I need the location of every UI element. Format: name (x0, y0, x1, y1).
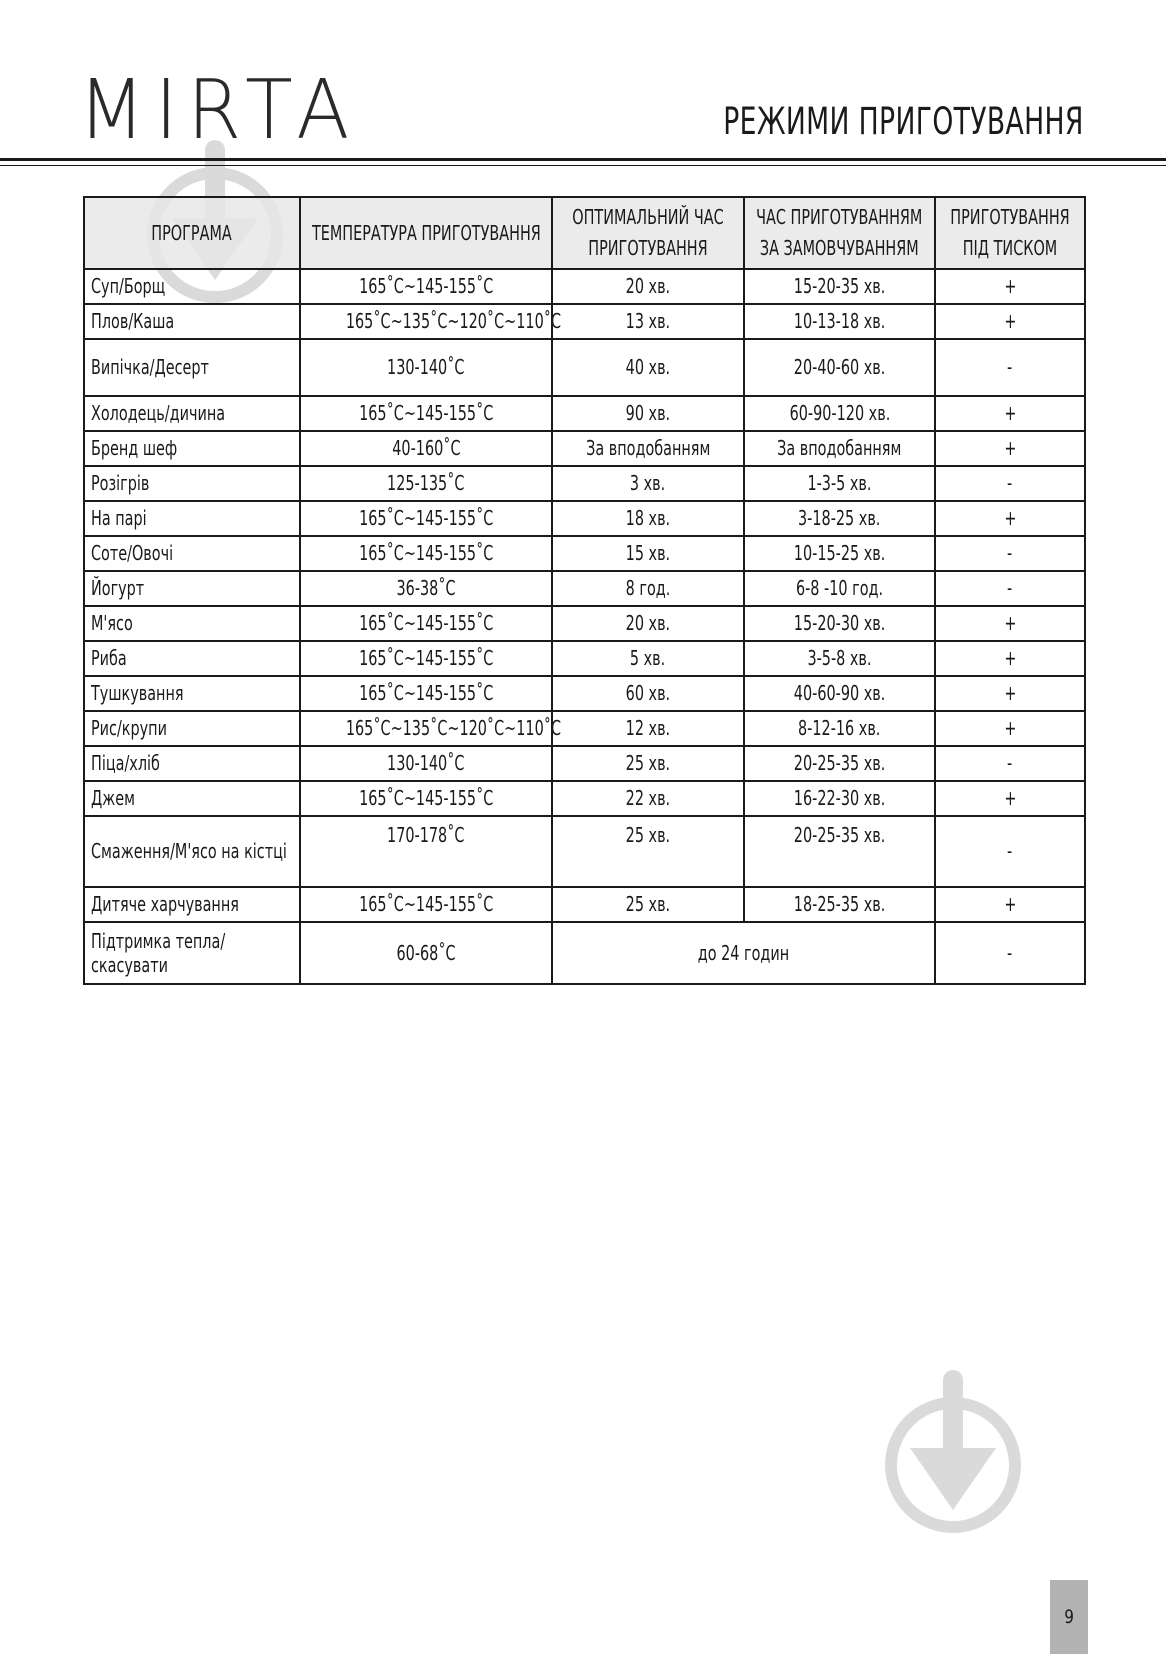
table-row (84, 676, 1085, 711)
cooking-modes-table (83, 196, 1086, 985)
header-rule-thin (0, 165, 1166, 166)
table-cell: 8 год. (552, 571, 744, 606)
table-cell: 8-12-16 хв. (744, 711, 935, 746)
program-cell: М'ясо (84, 606, 300, 641)
table-cell: 170-178˚С (300, 816, 552, 887)
program-cell: Плов/Каша (84, 304, 300, 339)
table-cell: 165˚С~145-155˚С (300, 641, 552, 676)
table-cell: 60 хв. (552, 676, 744, 711)
table-cell: 5 хв. (552, 641, 744, 676)
table-cell: - (935, 466, 1085, 501)
table-cell: 15-20-30 хв. (744, 606, 935, 641)
program-cell: Суп/Борщ (84, 269, 300, 304)
table-cell: 20-25-35 хв. (744, 746, 935, 781)
program-cell: Розігрів (84, 466, 300, 501)
table-row (84, 536, 1085, 571)
program-cell: Дитяче харчування (84, 887, 300, 922)
table-cell: 18-25-35 хв. (744, 887, 935, 922)
page-title: РЕЖИМИ ПРИГОТУВАННЯ (723, 100, 1084, 143)
table-cell: 15-20-35 хв. (744, 269, 935, 304)
table-header-row (84, 197, 1085, 269)
table-cell: 165˚С~135˚С~120˚С~110˚С (300, 304, 552, 339)
table-cell: + (935, 304, 1085, 339)
program-cell: Підтримка тепла/ скасувати (84, 922, 300, 984)
table-cell: 165˚С~145-155˚С (300, 501, 552, 536)
table-cell: 20 хв. (552, 606, 744, 641)
table-cell: + (935, 501, 1085, 536)
table-cell: За вподобанням (552, 431, 744, 466)
table-row (84, 339, 1085, 396)
program-cell: Холодець/дичина (84, 396, 300, 431)
table-cell: 165˚С~145-155˚С (300, 606, 552, 641)
table-cell: 36-38˚С (300, 571, 552, 606)
table-row (84, 641, 1085, 676)
table-cell: 20-25-35 хв. (744, 816, 935, 887)
table-cell: 25 хв. (552, 816, 744, 887)
table-cell: 130-140˚С (300, 746, 552, 781)
table-cell: 125-135˚С (300, 466, 552, 501)
table-row (84, 711, 1085, 746)
table-cell: + (935, 711, 1085, 746)
table-cell: + (935, 641, 1085, 676)
table-cell: 22 хв. (552, 781, 744, 816)
table-row (84, 501, 1085, 536)
program-cell: Риба (84, 641, 300, 676)
column-header: ПРОГРАМА (84, 197, 300, 269)
download-watermark-icon (878, 1370, 1028, 1540)
table-cell: 13 хв. (552, 304, 744, 339)
table-cell: 165˚С~145-155˚С (300, 676, 552, 711)
table-cell: + (935, 676, 1085, 711)
table-cell: - (935, 339, 1085, 396)
table-cell: + (935, 269, 1085, 304)
program-cell: На парі (84, 501, 300, 536)
column-header: ЧАС ПРИГОТУВАННЯМ ЗА ЗАМОВЧУВАННЯМ (744, 197, 935, 269)
header-rule (0, 158, 1166, 161)
table-cell: 3 хв. (552, 466, 744, 501)
table-cell: 25 хв. (552, 887, 744, 922)
table-cell: 3-18-25 хв. (744, 501, 935, 536)
table-cell: 10-15-25 хв. (744, 536, 935, 571)
table-cell: 6-8 -10 год. (744, 571, 935, 606)
table-row (84, 304, 1085, 339)
table-cell: + (935, 431, 1085, 466)
program-cell: Смаження/М'ясо на кістці (84, 816, 300, 887)
program-cell: Джем (84, 781, 300, 816)
table-cell: 3-5-8 хв. (744, 641, 935, 676)
table-row (84, 922, 1085, 984)
table-cell: 20 хв. (552, 269, 744, 304)
table-cell: 165˚С~145-155˚С (300, 396, 552, 431)
table-cell: 40-160˚С (300, 431, 552, 466)
table-cell: - (935, 816, 1085, 887)
table-cell: 40 хв. (552, 339, 744, 396)
program-cell: Йогурт (84, 571, 300, 606)
table-cell: 165˚С~145-155˚С (300, 269, 552, 304)
table-cell: 20-40-60 хв. (744, 339, 935, 396)
table-cell: + (935, 396, 1085, 431)
table-cell: 40-60-90 хв. (744, 676, 935, 711)
table-cell: + (935, 606, 1085, 641)
table-cell: 1-3-5 хв. (744, 466, 935, 501)
table-cell: За вподобанням (744, 431, 935, 466)
table-cell: 165˚С~145-155˚С (300, 781, 552, 816)
table-cell: 165˚С~145-155˚С (300, 536, 552, 571)
table-cell: 130-140˚С (300, 339, 552, 396)
program-cell: Рис/крупи (84, 711, 300, 746)
table-row (84, 606, 1085, 641)
table-cell: + (935, 887, 1085, 922)
program-cell: Тушкування (84, 676, 300, 711)
column-header: ПРИГОТУВАННЯ ПІД ТИСКОМ (935, 197, 1085, 269)
program-cell: Бренд шеф (84, 431, 300, 466)
table-cell: до 24 годин (552, 922, 935, 984)
program-cell: Соте/Овочі (84, 536, 300, 571)
page-number: 9 (1050, 1580, 1088, 1654)
table-cell: 25 хв. (552, 746, 744, 781)
brand-logo: MIRTA (78, 63, 359, 158)
program-cell: Випічка/Десерт (84, 339, 300, 396)
table-row (84, 431, 1085, 466)
column-header: ТЕМПЕРАТУРА ПРИГОТУВАННЯ (300, 197, 552, 269)
table-cell: - (935, 571, 1085, 606)
table-row (84, 396, 1085, 431)
table-cell: 12 хв. (552, 711, 744, 746)
table-cell: 18 хв. (552, 501, 744, 536)
table-row (84, 887, 1085, 922)
table-row (84, 466, 1085, 501)
table-row (84, 781, 1085, 816)
table-cell: 165˚С~145-155˚С (300, 887, 552, 922)
column-header: ОПТИМАЛЬНИЙ ЧАС ПРИГОТУВАННЯ (552, 197, 744, 269)
program-cell: Піца/хліб (84, 746, 300, 781)
table-cell: 90 хв. (552, 396, 744, 431)
table-cell: - (935, 922, 1085, 984)
table-row (84, 269, 1085, 304)
table-row (84, 746, 1085, 781)
table-cell: 165˚С~135˚С~120˚С~110˚С (300, 711, 552, 746)
table-cell: 15 хв. (552, 536, 744, 571)
table-cell: 16-22-30 хв. (744, 781, 935, 816)
table-cell: + (935, 781, 1085, 816)
table-row (84, 571, 1085, 606)
table-cell: 60-68˚С (300, 922, 552, 984)
table-row (84, 816, 1085, 887)
table-cell: - (935, 746, 1085, 781)
table-cell: 10-13-18 хв. (744, 304, 935, 339)
table-cell: - (935, 536, 1085, 571)
table-cell: 60-90-120 хв. (744, 396, 935, 431)
